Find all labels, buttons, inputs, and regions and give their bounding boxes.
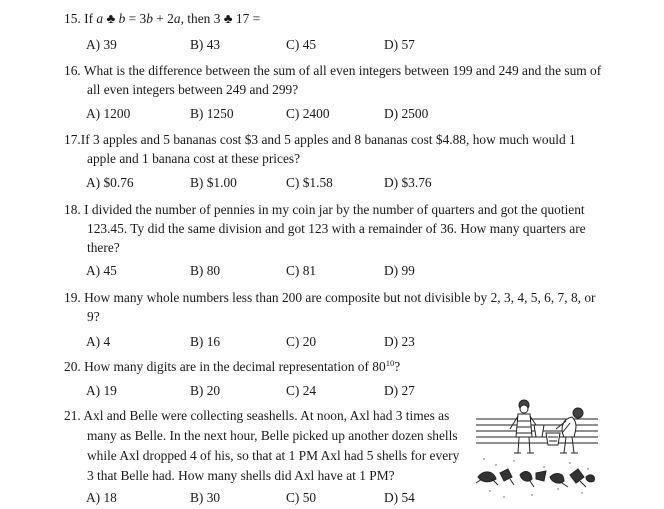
question-18-stem: 18. I divided the number of pennies in my coin jar by the number of quarters and got the quotient — [64, 202, 585, 217]
question-21-option-b[interactable]: B) 30 — [190, 490, 221, 505]
question-21-stem: 21. Axl and Belle were collecting seashells. At noon, Axl had 3 times as — [64, 408, 450, 423]
question-19-stem-line-2: 9? — [87, 309, 100, 324]
question-number: 17. — [64, 132, 81, 147]
question-15-option-c[interactable]: C) 45 — [286, 37, 317, 52]
question-19-option-a[interactable]: A) 4 — [86, 334, 111, 349]
question-16-stem-line-2: all even integers between 249 and 299? — [87, 82, 299, 97]
question-20-option-b[interactable]: B) 20 — [190, 383, 221, 398]
question-17-option-c[interactable]: C) $1.58 — [286, 175, 333, 190]
question-21-option-d[interactable]: D) 54 — [384, 490, 415, 505]
question-18-option-a[interactable]: A) 45 — [86, 263, 117, 278]
question-17-stem: 17.If 3 apples and 5 bananas cost $3 and 5 apples and 8 bananas cost $4.88, how much would 1 — [64, 132, 576, 147]
question-21-option-c[interactable]: C) 50 — [286, 490, 317, 505]
question-20-option-a[interactable]: A) 19 — [86, 383, 117, 398]
question-16-stem: 16. What is the difference between the sum of all even integers between 199 and 249 and the sum of — [64, 63, 602, 78]
question-15-option-b[interactable]: B) 43 — [190, 37, 221, 52]
question-19-option-d[interactable]: D) 23 — [384, 334, 415, 349]
question-18-option-c[interactable]: C) 81 — [286, 263, 317, 278]
children-collecting-seashells-icon — [474, 399, 600, 501]
question-18-stem-line-3: there? — [87, 240, 120, 255]
question-16-option-d[interactable]: D) 2500 — [384, 106, 429, 121]
question-19-option-c[interactable]: C) 20 — [286, 334, 317, 349]
question-19-stem: 19. How many whole numbers less than 200 are composite but not divisible by 2, 3, 4, 5, 6, 7, 8, or — [64, 290, 596, 305]
question-18-stem-line-2: 123.45. Ty did the same division and got 123 with a remainder of 36. How many quarters are — [87, 221, 586, 236]
question-21-stem-line-3: while Axl dropped 4 of his, so that at 1 PM Axl had 5 shells for every — [87, 448, 460, 463]
question-number: 15. — [64, 11, 81, 26]
question-17-option-d[interactable]: D) $3.76 — [384, 175, 432, 190]
question-18-option-d[interactable]: D) 99 — [384, 263, 415, 278]
question-15-option-a[interactable]: A) 39 — [86, 37, 117, 52]
question-number: 20. — [64, 359, 81, 374]
question-21-stem-line-4: 3 that Belle had. How many shells did Axl have at 1 PM? — [87, 468, 395, 483]
question-16-option-b[interactable]: B) 1250 — [190, 106, 234, 121]
question-15-stem: 15. If a ♣ b = 3b + 2a, then 3 ♣ 17 = — [64, 11, 261, 26]
question-number: 16. — [64, 63, 81, 78]
question-17-stem-line-2: apple and 1 banana cost at these prices? — [87, 151, 301, 166]
question-16-option-c[interactable]: C) 2400 — [286, 106, 330, 121]
question-17-option-a[interactable]: A) $0.76 — [86, 175, 134, 190]
question-number: 19. — [64, 290, 81, 305]
question-21-option-a[interactable]: A) 18 — [86, 490, 117, 505]
question-20-stem: 20. How many digits are in the decimal representation of $80^{10}$? — [64, 358, 401, 374]
question-21-stem-line-2: many as Belle. In the next hour, Belle picked up another dozen shells — [87, 428, 458, 443]
question-16-option-a[interactable]: A) 1200 — [86, 106, 131, 121]
question-17-option-b[interactable]: B) $1.00 — [190, 175, 237, 190]
question-20-option-c[interactable]: C) 24 — [286, 383, 317, 398]
question-20-option-d[interactable]: D) 27 — [384, 383, 415, 398]
question-15-option-d[interactable]: D) 57 — [384, 37, 415, 52]
question-18-option-b[interactable]: B) 80 — [190, 263, 221, 278]
question-number: 21. — [64, 408, 81, 423]
exponent: 10 — [385, 358, 395, 368]
question-19-option-b[interactable]: B) 16 — [190, 334, 221, 349]
question-number: 18. — [64, 202, 81, 217]
